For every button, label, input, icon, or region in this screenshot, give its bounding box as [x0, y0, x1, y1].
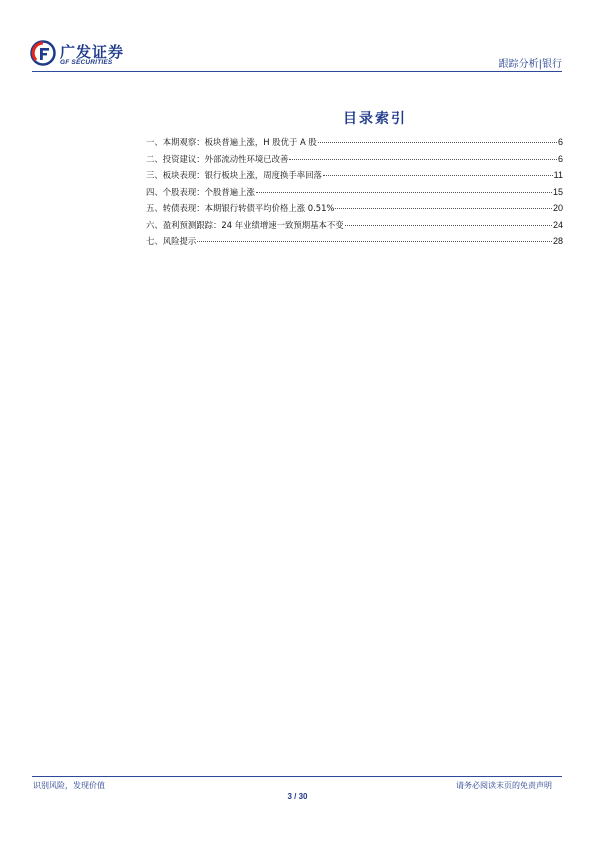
toc-item[interactable]	[146, 169, 563, 186]
toc-item-label: 二、投资建议：外部流动性环境已改善	[146, 153, 289, 164]
toc-leader-dots	[256, 192, 552, 193]
brand-name-cn: 广发证券	[60, 43, 125, 61]
toc-item-label: 五、转债表现：本期银行转债平均价格上涨 0.51%	[146, 203, 335, 213]
toc-item[interactable]	[146, 202, 563, 219]
toc-leader-dots	[345, 225, 552, 226]
page-number: 3 / 30	[287, 792, 308, 801]
toc-leader-dots	[318, 142, 557, 143]
toc-item-page: 28	[552, 236, 563, 246]
toc-item[interactable]	[146, 186, 563, 203]
toc-leader-dots	[323, 175, 553, 176]
toc-item[interactable]	[146, 153, 563, 170]
toc-leader-dots	[197, 241, 552, 242]
footer-slogan: 识别风险，发现价值	[33, 781, 105, 790]
toc-item-page: 11	[553, 170, 563, 180]
toc-item[interactable]	[146, 235, 563, 252]
header-divider	[32, 71, 562, 72]
toc-leader-dots	[335, 208, 552, 209]
toc-item-page: 20	[552, 203, 563, 213]
toc-item-label: 七、风险提示	[146, 236, 197, 246]
toc-item[interactable]	[146, 136, 563, 153]
footer-disclaimer-note: 请务必阅读末页的免责声明	[456, 781, 552, 790]
toc-title: 目录索引	[343, 111, 407, 127]
toc-leader-dots	[289, 159, 557, 160]
toc-item[interactable]	[146, 219, 563, 236]
brand-name-en: GF SECURITIES	[60, 59, 113, 66]
toc-item-page: 15	[552, 186, 563, 197]
gf-logo-icon	[30, 40, 56, 66]
toc-item-page: 6	[557, 153, 563, 164]
toc-item-page: 6	[557, 137, 563, 147]
toc-item-label: 一、本期观察：板块普遍上涨，H 股优于 A 股	[146, 137, 317, 147]
toc-item-label: 三、板块表现：银行板块上涨，周度换手率回落	[146, 170, 322, 180]
footer-divider	[32, 776, 562, 777]
toc-item-label: 六、盈利预测跟踪：24 年业绩增速一致预期基本不变	[146, 219, 344, 230]
toc-item-page: 24	[552, 219, 563, 230]
gf-securities-logo	[30, 40, 130, 70]
toc-list	[146, 136, 563, 252]
toc-item-label: 四、个股表现：个股普遍上涨	[146, 186, 255, 197]
report-category: 跟踪分析|银行	[498, 59, 562, 70]
